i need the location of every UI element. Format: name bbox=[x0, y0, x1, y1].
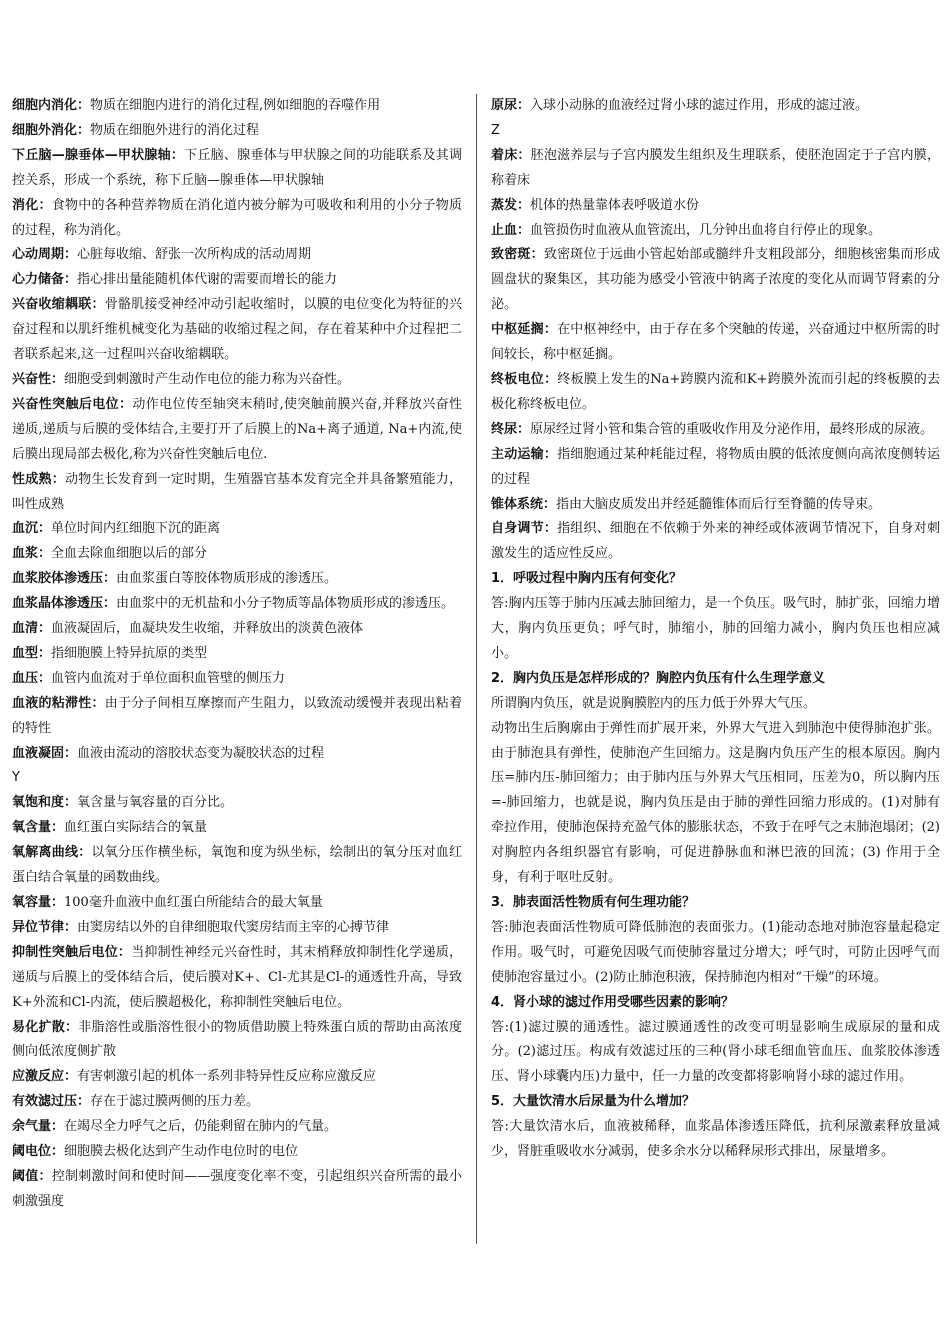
glossary-entry bbox=[12, 293, 462, 368]
glossary-entry bbox=[12, 1065, 462, 1090]
left-glossary-list-1 bbox=[12, 94, 462, 766]
glossary-entry bbox=[12, 742, 462, 767]
glossary-term: 兴奋收缩耦联： bbox=[12, 297, 105, 313]
glossary-definition: 当抑制性神经元兴奋性时，其末梢释放抑制性化学递质，递质与后膜上的受体结合后，使后膜对K+、Cl-尤其是Cl-的通透性升高，导致K+外流和Cl-内流，使后膜超极化，称抑制性突触后电位。 bbox=[12, 944, 462, 1010]
glossary-entry bbox=[12, 692, 462, 742]
glossary-definition: 指细胞通过某种耗能过程，将物质由膜的低浓度侧向高浓度侧转运的过程 bbox=[491, 446, 940, 487]
glossary-entry bbox=[12, 891, 462, 916]
glossary-entry bbox=[12, 194, 462, 244]
glossary-entry bbox=[12, 144, 462, 194]
glossary-term: 主动运输： bbox=[491, 446, 558, 462]
glossary-entry bbox=[12, 916, 462, 941]
glossary-definition: 物质在细胞内进行的消化过程,例如细胞的吞噬作用 bbox=[90, 98, 381, 113]
glossary-definition: 动作电位传至轴突末稍时,使突触前膜兴奋,并释放兴奋性递质,递质与后膜的受体结合,主要打开了后膜上的Na+离子通道, Na+内流,使后膜出现局部去极化,称为兴奋性突触后电位. bbox=[12, 396, 462, 462]
glossary-entry bbox=[491, 368, 940, 418]
glossary-term: 下丘脑—腺垂体—甲状腺轴： bbox=[12, 147, 185, 163]
glossary-term: 心力储备： bbox=[12, 272, 78, 288]
glossary-term: 着床： bbox=[491, 147, 531, 163]
glossary-term: 兴奋性突触后电位： bbox=[12, 396, 133, 412]
glossary-definition: 单位时间内红细胞下沉的距离 bbox=[51, 521, 221, 537]
glossary-definition: 以氧分压作横坐标，氧饱和度为纵坐标，绘制出的氧分压对血红蛋白结合氧量的函数曲线。 bbox=[12, 845, 462, 886]
glossary-term: 异位节律： bbox=[12, 919, 78, 935]
question-heading: 1．呼吸过程中胸内压有何变化？ bbox=[491, 571, 683, 587]
glossary-entry bbox=[12, 1090, 462, 1115]
glossary-definition: 有害刺激引起的机体一系列非特异性反应称应激反应 bbox=[77, 1069, 377, 1085]
glossary-entry bbox=[491, 219, 940, 244]
glossary-entry bbox=[12, 1016, 462, 1066]
glossary-entry bbox=[12, 517, 462, 542]
glossary-term: 心动周期： bbox=[12, 247, 78, 263]
glossary-entry bbox=[12, 243, 462, 268]
answer-text: 答:大量饮清水后，血液被稀释，血浆晶体渗透压降低，抗利尿激素释放量减少，肾脏重吸收水分减弱，使多余水分以稀释尿形式排出，尿量增多。 bbox=[491, 1119, 940, 1160]
glossary-definition: 指细胞膜上特异抗原的类型 bbox=[51, 645, 208, 661]
glossary-entry bbox=[12, 119, 462, 144]
glossary-entry bbox=[491, 517, 940, 567]
glossary-entry bbox=[12, 94, 462, 119]
glossary-term: 血浆晶体渗透压： bbox=[12, 596, 117, 612]
glossary-definition: 指心排出量能随机体代谢的需要而增长的能力 bbox=[77, 272, 338, 288]
glossary-entry bbox=[12, 791, 462, 816]
glossary-entry bbox=[12, 816, 462, 841]
glossary-entry bbox=[491, 443, 940, 493]
glossary-definition: 食物中的各种营养物质在消化道内被分解为可吸收和利用的小分子物质的过程，称为消化。 bbox=[12, 197, 462, 238]
glossary-definition: 由于分子间相互摩擦而产生阻力，以致流动缓慢并表现出粘着的特性 bbox=[12, 695, 462, 736]
glossary-definition: 原尿经过肾小管和集合管的重吸收作用及分泌作用，最终形成的尿液。 bbox=[530, 421, 934, 437]
glossary-term: 细胞内消化： bbox=[12, 98, 91, 113]
glossary-term: 血压： bbox=[12, 670, 52, 686]
glossary-definition: 细胞膜去极化达到产生动作电位时的电位 bbox=[64, 1144, 299, 1160]
glossary-definition: 血液由流动的溶胶状态变为凝胶状态的过程 bbox=[77, 745, 325, 761]
glossary-entry bbox=[12, 567, 462, 592]
glossary-definition: 血管损伤时血液从血管流出，几分钟出血将自行停止的现象。 bbox=[530, 222, 882, 238]
glossary-definition: 致密斑位于远曲小管起始部或髓绊升支粗段部分，细胞核密集而形成圆盘状的聚集区，其功能为感受小管液中钠离子浓度的变化从而调节肾素的分泌。 bbox=[491, 247, 940, 313]
glossary-definition: 血管内血流对于单位面积血管壁的侧压力 bbox=[51, 670, 286, 686]
glossary-term: 原尿： bbox=[491, 98, 531, 113]
answer-text: 答:(1)滤过膜的通透性。滤过膜通透性的改变可明显影响生成原尿的量和成分。(2)滤过压。构成有效滤过压的三种(肾小球毛细血管血压、血浆胶体渗透压、肾小球囊内压)力量中，任一力量的改变都将影响肾小球的滤过作用。 bbox=[491, 1019, 940, 1085]
glossary-definition: 物质在细胞外进行的消化过程 bbox=[90, 122, 260, 138]
glossary-definition: 细胞受到刺激时产生动作电位的能力称为兴奋性。 bbox=[64, 371, 351, 387]
question-heading: 4．肾小球的滤过作用受哪些因素的影响？ bbox=[491, 994, 735, 1010]
glossary-term: 氧含量： bbox=[12, 820, 65, 836]
glossary-definition: 血液凝固后，血凝块发生收缩，并释放出的淡黄色液体 bbox=[51, 621, 364, 637]
glossary-definition: 100毫升血液中血红蛋白所能结合的最大氧量 bbox=[64, 895, 323, 910]
glossary-entry bbox=[12, 1140, 462, 1165]
glossary-term: 氧饱和度： bbox=[12, 795, 78, 811]
glossary-term: 易化扩散： bbox=[12, 1019, 79, 1035]
glossary-term: 阈电位： bbox=[12, 1144, 65, 1160]
glossary-entry bbox=[12, 642, 462, 667]
glossary-term: 抑制性突触后电位： bbox=[12, 944, 132, 960]
glossary-term: 锥体系统： bbox=[491, 496, 557, 512]
glossary-entry bbox=[12, 268, 462, 293]
glossary-term: 终板电位： bbox=[491, 371, 558, 387]
glossary-entry bbox=[12, 1115, 462, 1140]
glossary-term: 中枢延搁： bbox=[491, 322, 558, 338]
glossary-entry bbox=[12, 542, 462, 567]
question-heading: 3．肺表面活性物质有何生理功能？ bbox=[491, 895, 696, 910]
glossary-term: 氧容量： bbox=[12, 895, 65, 910]
glossary-term: 自身调节： bbox=[491, 521, 558, 537]
glossary-term: 应激反应： bbox=[12, 1069, 78, 1085]
glossary-term: 致密斑： bbox=[491, 247, 544, 263]
glossary-term: 有效滤过压： bbox=[12, 1094, 91, 1110]
glossary-entry bbox=[12, 941, 462, 1016]
glossary-entry bbox=[491, 144, 940, 194]
glossary-definition: 终板膜上发生的Na+跨膜内流和K+跨膜外流而引起的终板膜的去极化称终板电位。 bbox=[491, 371, 940, 412]
glossary-definition: 全血去除血细胞以后的部分 bbox=[51, 546, 208, 562]
glossary-term: 余气量： bbox=[12, 1119, 65, 1135]
answer-text: 答:肺泡表面活性物质可降低肺泡的表面张力。(1)能动态地对肺泡容量起稳定作用。吸气时，可避免因吸气而使肺容量过分增大；呼气时，可防止因呼气而使肺泡容量过小。(2)防止肺泡积液，保持肺泡内相对“干燥”的环境。 bbox=[491, 919, 940, 985]
glossary-term: 兴奋性： bbox=[12, 371, 65, 387]
answer-text: 动物出生后胸廓由于弹性而扩展开来，外界大气进入到肺泡中使得肺泡扩张。由于肺泡具有弹性，使肺泡产生回缩力。这是胸内负压产生的根本原因。胸内压=肺内压-肺回缩力；由于肺内压与外界大气压相同，压差为0，所以胸内压=-肺回缩力，也就是说，胸内负压是由于肺的弹性回缩力形成的。(1)对肺有牵拉作用，使肺泡保持充盈气体的膨胀状态，不致于在呼气之末肺泡塌闭；(2)对胸腔内各组织器官有影响，可促进静脉血和淋巴液的回流；(3) 作用于全身，有利于呕吐反射。 bbox=[491, 720, 940, 886]
glossary-term: 阈值： bbox=[12, 1168, 52, 1184]
glossary-entry bbox=[12, 617, 462, 642]
left-glossary-list-2 bbox=[12, 791, 462, 1214]
glossary-term: 血浆胶体渗透压： bbox=[12, 571, 117, 587]
glossary-term: 血清： bbox=[12, 621, 52, 637]
question-heading: 2．胸内负压是怎样形成的？胸腔内负压有什么生理学意义 bbox=[491, 670, 826, 686]
glossary-entry bbox=[491, 493, 940, 518]
glossary-entry bbox=[12, 393, 462, 468]
glossary-definition: 在中枢神经中，由于存在多个突触的传递，兴奋通过中枢所需的时间较长，称中枢延搁。 bbox=[491, 322, 940, 363]
column-divider bbox=[476, 94, 477, 1244]
glossary-definition: 由血浆中的无机盐和小分子物质等晶体物质形成的渗透压。 bbox=[116, 596, 455, 612]
right-glossary-list-2 bbox=[491, 144, 940, 567]
question-heading: 5．大量饮清水后尿量为什么增加？ bbox=[491, 1094, 696, 1110]
glossary-term: 血沉： bbox=[12, 521, 52, 537]
glossary-term: 血浆： bbox=[12, 546, 52, 562]
glossary-definition: 非脂溶性或脂溶性很小的物质借助膜上特殊蛋白质的帮助由高浓度侧向低浓度侧扩散 bbox=[12, 1019, 462, 1060]
left-column bbox=[12, 94, 462, 1215]
glossary-definition: 血红蛋白实际结合的氧量 bbox=[64, 820, 208, 836]
glossary-definition: 存在于滤过膜两侧的压力差。 bbox=[90, 1094, 260, 1110]
glossary-entry bbox=[12, 667, 462, 692]
right-column bbox=[491, 94, 940, 1165]
glossary-term: 终尿： bbox=[491, 421, 531, 437]
glossary-entry bbox=[491, 243, 940, 318]
glossary-term: 细胞外消化： bbox=[12, 122, 91, 138]
answer-text: 答:胸内压等于肺内压减去肺回缩力，是一个负压。吸气时，肺扩张，回缩力增大，胸内负压更负；呼气时，肺缩小，肺的回缩力减小，胸内负压也相应减小。 bbox=[491, 596, 940, 661]
glossary-definition: 由血浆蛋白等胶体物质形成的渗透压。 bbox=[116, 571, 338, 587]
glossary-term: 消化： bbox=[12, 197, 52, 213]
glossary-definition: 机体的热量靠体表呼吸道水份 bbox=[530, 197, 700, 213]
answer-text: 所谓胸内负压，就是说胸膜腔内的压力低于外界大气压。 bbox=[491, 695, 817, 711]
right-glossary-list-1 bbox=[491, 94, 940, 119]
glossary-definition: 指由大脑皮质发出并经延髓锥体而后行至脊髓的传导束。 bbox=[556, 496, 882, 512]
glossary-entry bbox=[491, 94, 940, 119]
glossary-definition: 氧含量与氧容量的百分比。 bbox=[77, 795, 234, 811]
glossary-definition: 控制刺激时间和使时间——强度变化率不变，引起组织兴奋所需的最小刺激强度 bbox=[12, 1168, 462, 1209]
glossary-entry bbox=[12, 841, 462, 891]
glossary-definition: 下丘脑、腺垂体与甲状腺之间的功能联系及其调控关系，形成一个系统，称下丘脑—腺垂体—甲状腺轴 bbox=[12, 147, 462, 188]
glossary-entry bbox=[491, 418, 940, 443]
section-letter-z: Z bbox=[491, 122, 500, 138]
glossary-entry bbox=[12, 592, 462, 617]
glossary-definition: 骨骼肌接受神经冲动引起收缩时，以膜的电位变化为特征的兴奋过程和以肌纤维机械变化为基础的收缩过程之间，存在着某种中介过程把二者联系起来,这一过程叫兴奋收缩耦联。 bbox=[12, 297, 462, 363]
glossary-definition: 胚泡滋养层与子宫内膜发生组织及生理联系，使胚泡固定于子宫内膜，称着床 bbox=[491, 147, 940, 188]
glossary-term: 蒸发： bbox=[491, 197, 531, 213]
glossary-term: 血型： bbox=[12, 645, 52, 661]
glossary-entry bbox=[491, 194, 940, 219]
glossary-entry bbox=[491, 318, 940, 368]
glossary-definition: 在竭尽全力呼气之后，仍能剩留在肺内的气量。 bbox=[64, 1119, 338, 1135]
section-letter-y: Y bbox=[12, 770, 20, 786]
glossary-definition: 指组织、细胞在不依赖于外来的神经或体液调节情况下，自身对刺激发生的适应性反应。 bbox=[491, 521, 940, 562]
glossary-term: 性成熟： bbox=[12, 471, 65, 487]
glossary-term: 血液的粘滞性： bbox=[12, 695, 105, 711]
glossary-definition: 入球小动脉的血液经过肾小球的滤过作用，形成的滤过液。 bbox=[530, 98, 869, 113]
glossary-definition: 心脏每收缩、舒张一次所构成的活动周期 bbox=[77, 247, 312, 263]
glossary-term: 氧解离曲线： bbox=[12, 845, 92, 861]
glossary-entry bbox=[12, 468, 462, 518]
qa-section bbox=[491, 567, 940, 1165]
glossary-term: 止血： bbox=[491, 222, 531, 238]
glossary-definition: 动物生长发育到一定时期，生殖器官基本发育完全并具备繁殖能力，叫性成熟 bbox=[12, 471, 462, 512]
glossary-entry bbox=[12, 1165, 462, 1215]
glossary-term: 血液凝固： bbox=[12, 745, 78, 761]
glossary-definition: 由窦房结以外的自律细胞取代窦房结而主宰的心搏节律 bbox=[77, 919, 390, 935]
glossary-entry bbox=[12, 368, 462, 393]
